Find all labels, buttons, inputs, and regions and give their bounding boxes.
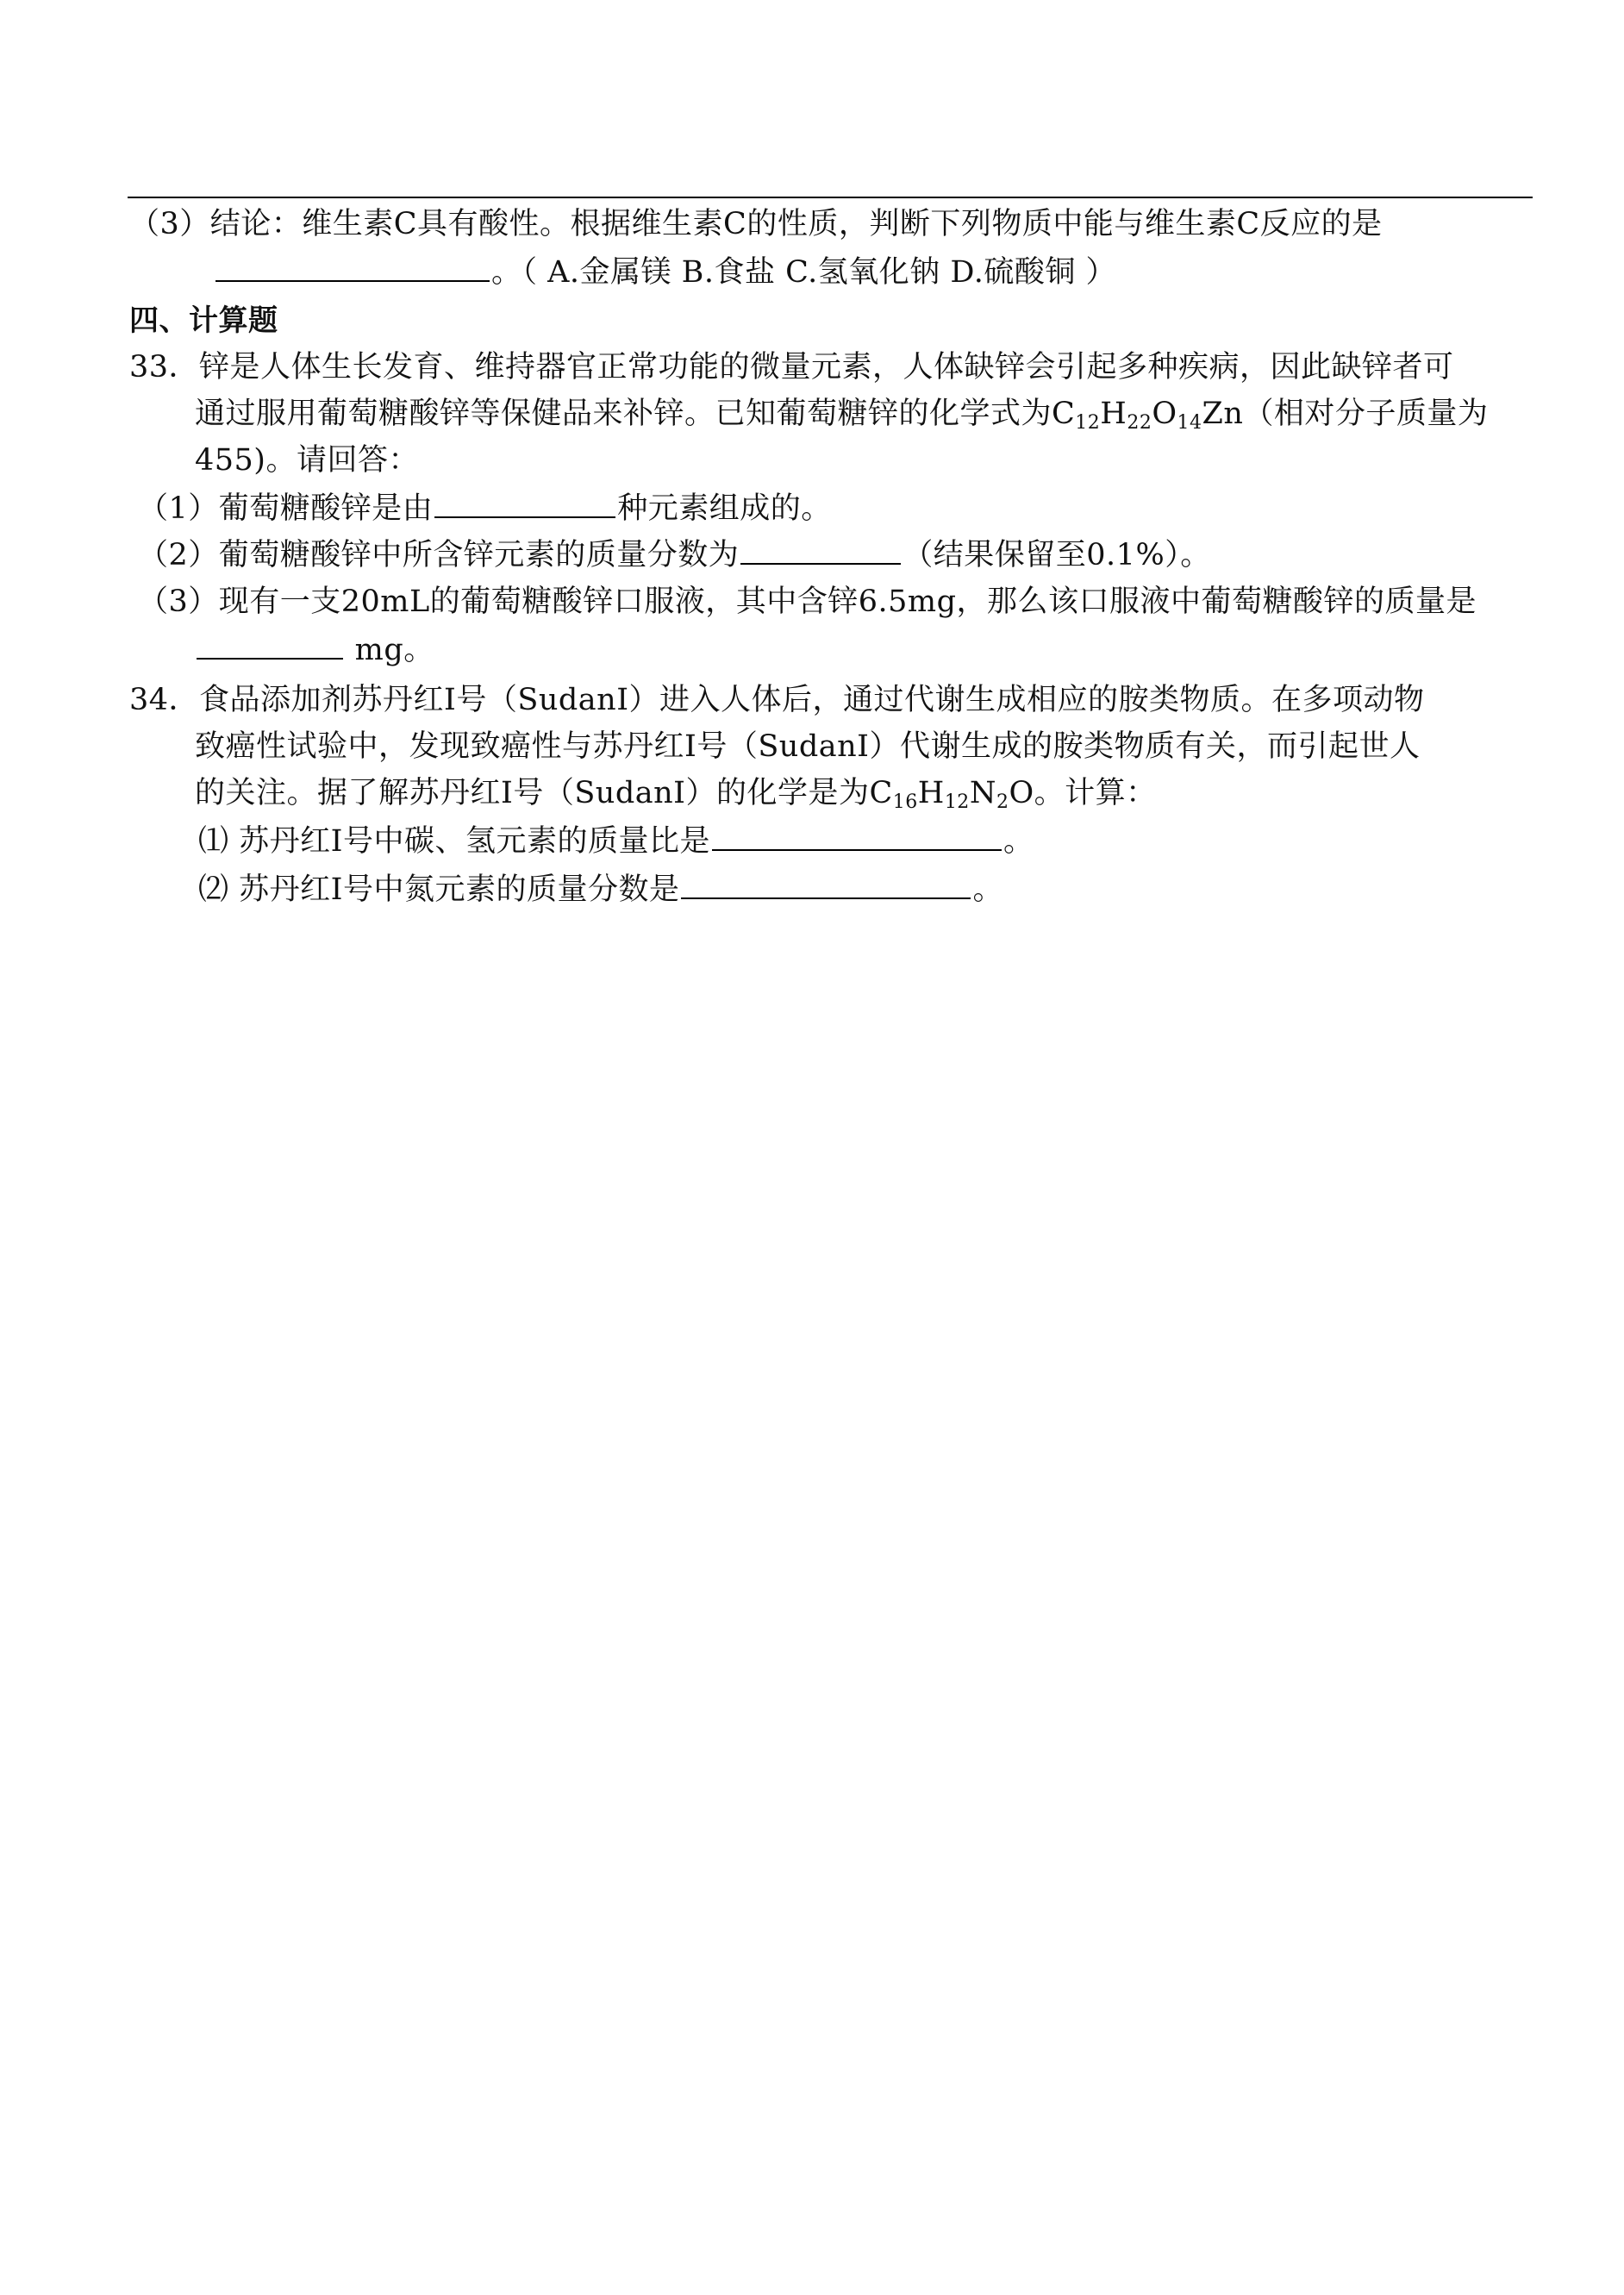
q33-part1: （1）葡萄糖酸锌是由 种元素组成的。: [138, 491, 832, 526]
q32-part3-line2: [129, 250, 1116, 295]
q33-stem-line1: 33．锌是人体生长发育、维持器官正常功能的微量元素，人体缺锌会引起多种疾病，因此缺锌者可: [129, 350, 1454, 385]
q33-stem-line3: 455)。请回答：: [195, 443, 419, 478]
q34-part1: ⑴ 苏丹红Ⅰ号中碳、氢元素的质量比是 。: [198, 824, 1034, 859]
q32-part3-line1: （3）结论：维生素C具有酸性。根据维生素C的性质，判断下列物质中能与维生素C反应的是: [129, 207, 1383, 241]
chemical-formula: $C_{16}H_{12}N_2O$: [869, 776, 1034, 813]
q33-stem-line2: [195, 391, 1488, 436]
q33-stem-text: 通过服用葡萄糖酸锌等保健品来补锌。已知葡萄糖锌的化学式为: [195, 397, 1052, 431]
answer-blank[interactable]: [740, 537, 901, 565]
answer-blank[interactable]: [434, 491, 615, 518]
q33-part3-line2: mg。: [195, 628, 434, 672]
q32-options: 。（ A.金属镁 B.食盐 C.氢氧化钠 D.硫酸铜 ）: [491, 255, 1116, 290]
q33-part2: （2）葡萄糖酸锌中所含锌元素的质量分数为 （结果保留至0.1%）。: [138, 538, 1211, 572]
answer-blank[interactable]: [215, 254, 490, 282]
q34-part2: ⑵ 苏丹红Ⅰ号中氮元素的质量分数是 。: [198, 872, 1003, 907]
answer-blank[interactable]: [712, 823, 1002, 851]
q34-stem-line2: 致癌性试验中，发现致癌性与苏丹红Ⅰ号（SudanⅠ）代谢生成的胺类物质有关，而引起世人: [195, 729, 1421, 764]
q34-stem-line3: 的关注。据了解苏丹红Ⅰ号（SudanⅠ）的化学是为$C_{16}H_{12}N_2O$。计算：: [195, 776, 1157, 813]
answer-blank[interactable]: [197, 632, 343, 660]
header-rule: [128, 197, 1533, 198]
q33-part3-line1: （3）现有一支20mL的葡萄糖酸锌口服液，其中含锌6.5mg，那么该口服液中葡萄糖酸锌的质量是: [138, 585, 1477, 619]
answer-blank[interactable]: [681, 872, 971, 899]
q33-stem-tail: （相对分子质量为: [1243, 397, 1489, 431]
q34-stem-line1: 34．食品添加剂苏丹红Ⅰ号（SudanⅠ）进入人体后，通过代谢生成相应的胺类物质。在多项动物: [129, 683, 1425, 717]
section-heading: 四、计算题: [129, 303, 278, 338]
chemical-formula: $C_{12}H_{22}O_{14}Zn$: [1052, 397, 1244, 434]
